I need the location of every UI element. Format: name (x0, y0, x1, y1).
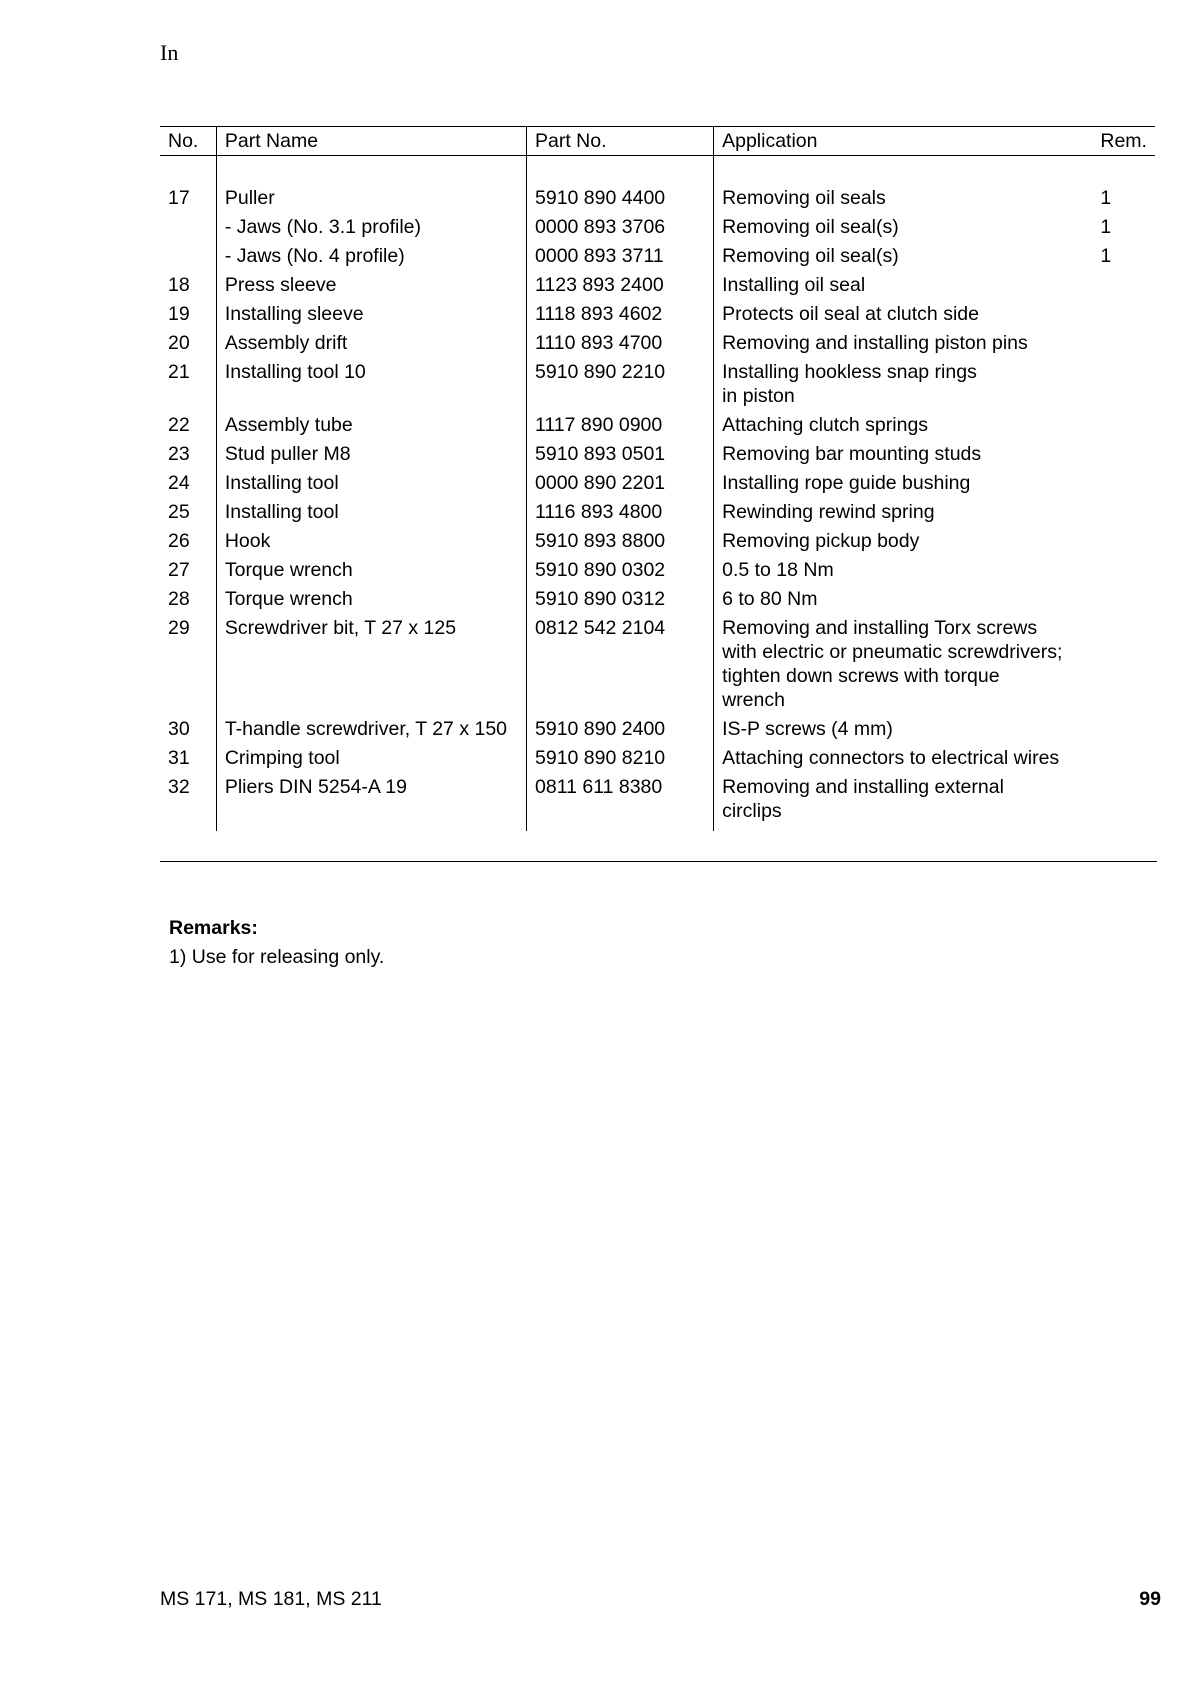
application-line: tighten down screws with torque (722, 665, 1000, 687)
cell-part-no: 0000 893 3711 (527, 242, 714, 271)
table-row (160, 527, 1155, 556)
cell-part-name: Puller (216, 184, 526, 213)
application-line: circlips (722, 800, 782, 822)
table-row (160, 585, 1155, 614)
cell-part-no: 5910 890 0312 (527, 585, 714, 614)
cell-part-no: 5910 890 2210 (527, 358, 714, 411)
application-line: Installing oil seal (722, 274, 866, 296)
cell-no: 25 (168, 501, 190, 523)
cell-part-no: 5910 890 4400 (527, 184, 714, 213)
cell-rem (1092, 469, 1155, 498)
table-row (160, 440, 1155, 469)
table-row (160, 715, 1155, 744)
table-row (160, 242, 1155, 271)
cell-part-name: Assembly tube (216, 411, 526, 440)
cell-part-name: - Jaws (No. 3.1 profile) (216, 213, 526, 242)
cell-rem: 1 (1100, 216, 1112, 238)
cell-application (714, 242, 1093, 271)
cell-part-name: Hook (216, 527, 526, 556)
cell-part-no: 1117 890 0900 (527, 411, 714, 440)
cell-application (714, 498, 1093, 527)
application-line: Attaching clutch springs (722, 414, 929, 436)
application-line: wrench (722, 689, 785, 711)
cell-no: 19 (168, 303, 190, 325)
cell-part-no: 0000 893 3706 (527, 213, 714, 242)
cell-application (714, 329, 1093, 358)
cell-part-no: 5910 890 0302 (527, 556, 714, 585)
cell-part-name: Stud puller M8 (216, 440, 526, 469)
application-line: Removing and installing external (722, 776, 1004, 798)
cell-rem: 1 (1100, 245, 1112, 267)
cell-no: 24 (168, 472, 190, 494)
cell-part-name: T-handle screwdriver, T 27 x 150 (216, 715, 526, 744)
remark-item: 1) Use for releasing only. (169, 946, 385, 968)
table-row (160, 271, 1155, 300)
cell-rem (1092, 585, 1155, 614)
remarks-section (169, 914, 384, 972)
cell-rem (1092, 498, 1155, 527)
cell-part-name: Installing tool 10 (216, 358, 526, 411)
application-line: Protects oil seal at clutch side (722, 303, 979, 325)
page-number: 99 (1139, 1588, 1161, 1610)
application-line: Removing pickup body (722, 530, 920, 552)
cell-no: 31 (168, 747, 190, 769)
cell-no: 17 (168, 187, 190, 209)
table-row (160, 213, 1155, 242)
cell-no: 29 (168, 617, 190, 639)
application-line: Removing and installing piston pins (722, 332, 1028, 354)
column-header-no: No. (160, 127, 216, 156)
cell-application (714, 744, 1093, 773)
table-row (160, 358, 1155, 411)
cell-part-no: 0000 890 2201 (527, 469, 714, 498)
cell-rem (1092, 271, 1155, 300)
cell-part-no: 1118 893 4602 (527, 300, 714, 329)
cell-part-name: Screwdriver bit, T 27 x 125 (216, 614, 526, 715)
cell-rem (1092, 614, 1155, 715)
cell-rem (1092, 300, 1155, 329)
cell-application (714, 469, 1093, 498)
cell-no: 22 (168, 414, 190, 436)
cell-application (714, 213, 1093, 242)
cell-rem (1092, 744, 1155, 773)
cell-part-name: Installing sleeve (216, 300, 526, 329)
table-header-row (160, 127, 1155, 156)
cell-rem (1092, 440, 1155, 469)
application-line: Removing oil seals (722, 187, 886, 209)
cell-rem (1092, 527, 1155, 556)
cell-rem (1092, 556, 1155, 585)
cell-part-no: 0811 611 8380 (527, 773, 714, 831)
table-row (160, 614, 1155, 715)
cell-part-no: 1110 893 4700 (527, 329, 714, 358)
application-line: Removing oil seal(s) (722, 245, 899, 267)
table-row (160, 469, 1155, 498)
application-line: Installing hookless snap rings (722, 361, 977, 383)
application-line: Rewinding rewind spring (722, 501, 935, 523)
column-header-part-no: Part No. (527, 127, 714, 156)
cell-part-name: Torque wrench (216, 556, 526, 585)
remarks-title: Remarks: (169, 917, 258, 939)
cell-application (714, 527, 1093, 556)
cell-no: 30 (168, 718, 190, 740)
cell-part-no: 5910 890 2400 (527, 715, 714, 744)
cell-part-no: 5910 890 8210 (527, 744, 714, 773)
application-line: Removing and installing Torx screws (722, 617, 1038, 639)
cell-no: 32 (168, 776, 190, 798)
application-line: Removing oil seal(s) (722, 216, 899, 238)
cell-part-name: Torque wrench (216, 585, 526, 614)
cell-rem (1092, 358, 1155, 411)
cell-no: 23 (168, 443, 190, 465)
cell-part-name: - Jaws (No. 4 profile) (216, 242, 526, 271)
cell-application (714, 614, 1093, 715)
cell-no: 21 (168, 361, 190, 383)
table-body (160, 156, 1155, 832)
column-header-part-name: Part Name (216, 127, 526, 156)
cell-rem (1092, 773, 1155, 831)
cell-application (714, 411, 1093, 440)
cell-rem: 1 (1100, 187, 1112, 209)
cell-application (714, 556, 1093, 585)
footer-models: MS 171, MS 181, MS 211 (160, 1588, 382, 1610)
cell-part-no: 5910 893 8800 (527, 527, 714, 556)
cell-part-no: 1116 893 4800 (527, 498, 714, 527)
cell-part-name: Crimping tool (216, 744, 526, 773)
cell-part-no: 0812 542 2104 (527, 614, 714, 715)
application-line: IS-P screws (4 mm) (722, 718, 893, 740)
cell-no: 18 (168, 274, 190, 296)
cell-part-no: 1123 893 2400 (527, 271, 714, 300)
cell-part-no: 5910 893 0501 (527, 440, 714, 469)
table-row (160, 744, 1155, 773)
cell-no (160, 213, 216, 242)
table-row (160, 184, 1155, 213)
application-line: 0.5 to 18 Nm (722, 559, 834, 581)
cell-no: 20 (168, 332, 190, 354)
application-line: 6 to 80 Nm (722, 588, 818, 610)
cell-application (714, 358, 1093, 411)
cell-rem (1092, 329, 1155, 358)
table-spacer-row (160, 156, 1155, 185)
application-line: Removing bar mounting studs (722, 443, 982, 465)
cell-application (714, 715, 1093, 744)
cell-part-name: Assembly drift (216, 329, 526, 358)
cell-application (714, 184, 1093, 213)
application-line: Attaching connectors to electrical wires (722, 747, 1060, 769)
cell-application (714, 300, 1093, 329)
application-line: with electric or pneumatic screwdrivers; (722, 641, 1063, 663)
table-row (160, 556, 1155, 585)
table-row (160, 300, 1155, 329)
cell-application (714, 271, 1093, 300)
cell-application (714, 773, 1093, 831)
application-line: in piston (722, 385, 795, 407)
cell-part-name: Installing tool (216, 469, 526, 498)
cell-rem (1092, 411, 1155, 440)
table-row (160, 329, 1155, 358)
table-row (160, 773, 1155, 831)
special-tools-table (160, 126, 1155, 831)
application-line: Installing rope guide bushing (722, 472, 971, 494)
header-mark: In (160, 40, 179, 65)
table-row (160, 498, 1155, 527)
column-header-rem: Rem. (1092, 127, 1155, 156)
cell-part-name: Pliers DIN 5254-A 19 (216, 773, 526, 831)
cell-no: 26 (168, 530, 190, 552)
cell-part-name: Press sleeve (216, 271, 526, 300)
cell-part-name: Installing tool (216, 498, 526, 527)
cell-rem (1092, 715, 1155, 744)
cell-no (160, 242, 216, 271)
cell-application (714, 585, 1093, 614)
column-header-application: Application (714, 127, 1093, 156)
table-row (160, 411, 1155, 440)
cell-application (714, 440, 1093, 469)
cell-no: 27 (168, 559, 190, 581)
table-bottom-rule (160, 861, 1157, 862)
cell-no: 28 (168, 588, 190, 610)
